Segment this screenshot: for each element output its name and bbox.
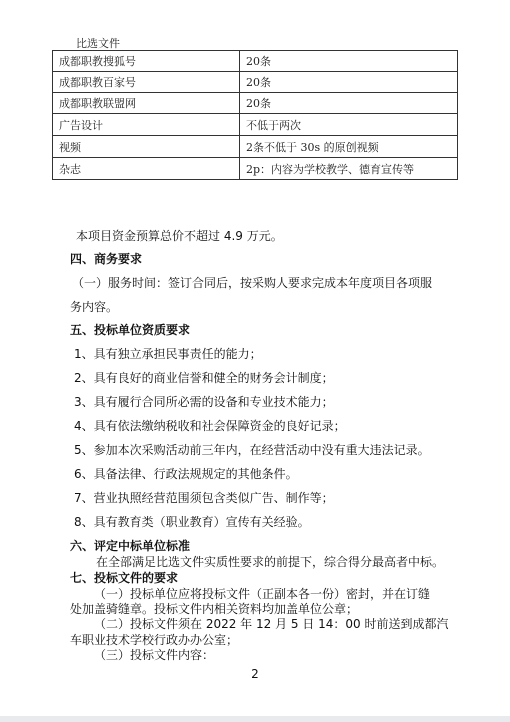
table-cell-quantity: 20条 (240, 93, 458, 114)
list-item: 5、参加本次采购活动前三年内，在经营活动中没有重大违法记录。 (74, 443, 430, 457)
section-7-item1-line1: （一）投标单位应将投标文件（正副本各一份）密封，并在订缝 (94, 587, 431, 601)
table-row (53, 158, 458, 180)
section-7-item2-line2: 车职业技术学校行政办办公室； (70, 633, 239, 647)
table-cell-item: 成都职教联盟网 (53, 93, 240, 114)
page-number: 2 (251, 667, 259, 681)
table-cell-item: 杂志 (53, 158, 240, 180)
table-row (53, 72, 458, 93)
section-7-item1-line2: 处加盖骑缝章。投标文件内相关资料均加盖单位公章； (70, 602, 359, 616)
list-item: 6、具备法律、行政法规规定的其他条件。 (74, 467, 298, 481)
section-4-paragraph-line2: 务内容。 (70, 300, 119, 314)
table-cell-quantity: 2条不低于 30s 的原创视频 (240, 136, 458, 158)
list-item: 2、具有良好的商业信誉和健全的财务会计制度； (74, 371, 334, 385)
table-row (53, 136, 458, 158)
section-6-text: 在全部满足比选文件实质性要求的前提下，综合得分最高者中标。 (96, 555, 445, 569)
section-7-item3: （三）投标文件内容： (94, 648, 215, 662)
header-note: 比选文件 (76, 37, 120, 50)
table-cell-item: 成都职教百家号 (53, 72, 240, 93)
table-cell-quantity: 2p：内容为学校教学、德育宣传等 (240, 158, 458, 180)
table-row (53, 51, 458, 72)
table-cell-quantity: 20条 (240, 72, 458, 93)
budget-text: 本项目资金预算总价不超过 4.9 万元。 (76, 229, 283, 243)
table-cell-item: 广告设计 (53, 114, 240, 136)
table-cell-quantity: 不低于两次 (240, 114, 458, 136)
list-item: 7、营业执照经营范围须包含类似广告、制作等； (74, 491, 334, 505)
section-4-title: 四、商务要求 (70, 252, 143, 266)
section-4-paragraph-line1: （一）服务时间：签订合同后，按采购人要求完成本年度项目各项服 (72, 276, 433, 290)
table-cell-item: 成都职教搜狐号 (53, 51, 240, 72)
service-table (52, 50, 458, 180)
table-row (53, 114, 458, 136)
table-row (53, 93, 458, 114)
list-item: 8、具有教育类（职业教育）宣传有关经验。 (74, 515, 310, 529)
list-item: 4、具有依法缴纳税收和社会保障资金的良好记录； (74, 419, 346, 433)
list-item: 1、具有独立承担民事责任的能力； (74, 347, 262, 361)
viewer-bottom-strip (0, 716, 510, 722)
table-cell-quantity: 20条 (240, 51, 458, 72)
section-5-title: 五、投标单位资质要求 (70, 323, 191, 337)
section-7-title: 七、投标文件的要求 (70, 571, 179, 585)
section-6-title: 六、评定中标单位标准 (70, 539, 191, 553)
section-7-item2-line1: （二）投标文件须在 2022 年 12 月 5 日 14：00 时前送到成都汽 (94, 617, 449, 631)
list-item: 3、具有履行合同所必需的设备和专业技术能力； (74, 395, 334, 409)
table-cell-item: 视频 (53, 136, 240, 158)
